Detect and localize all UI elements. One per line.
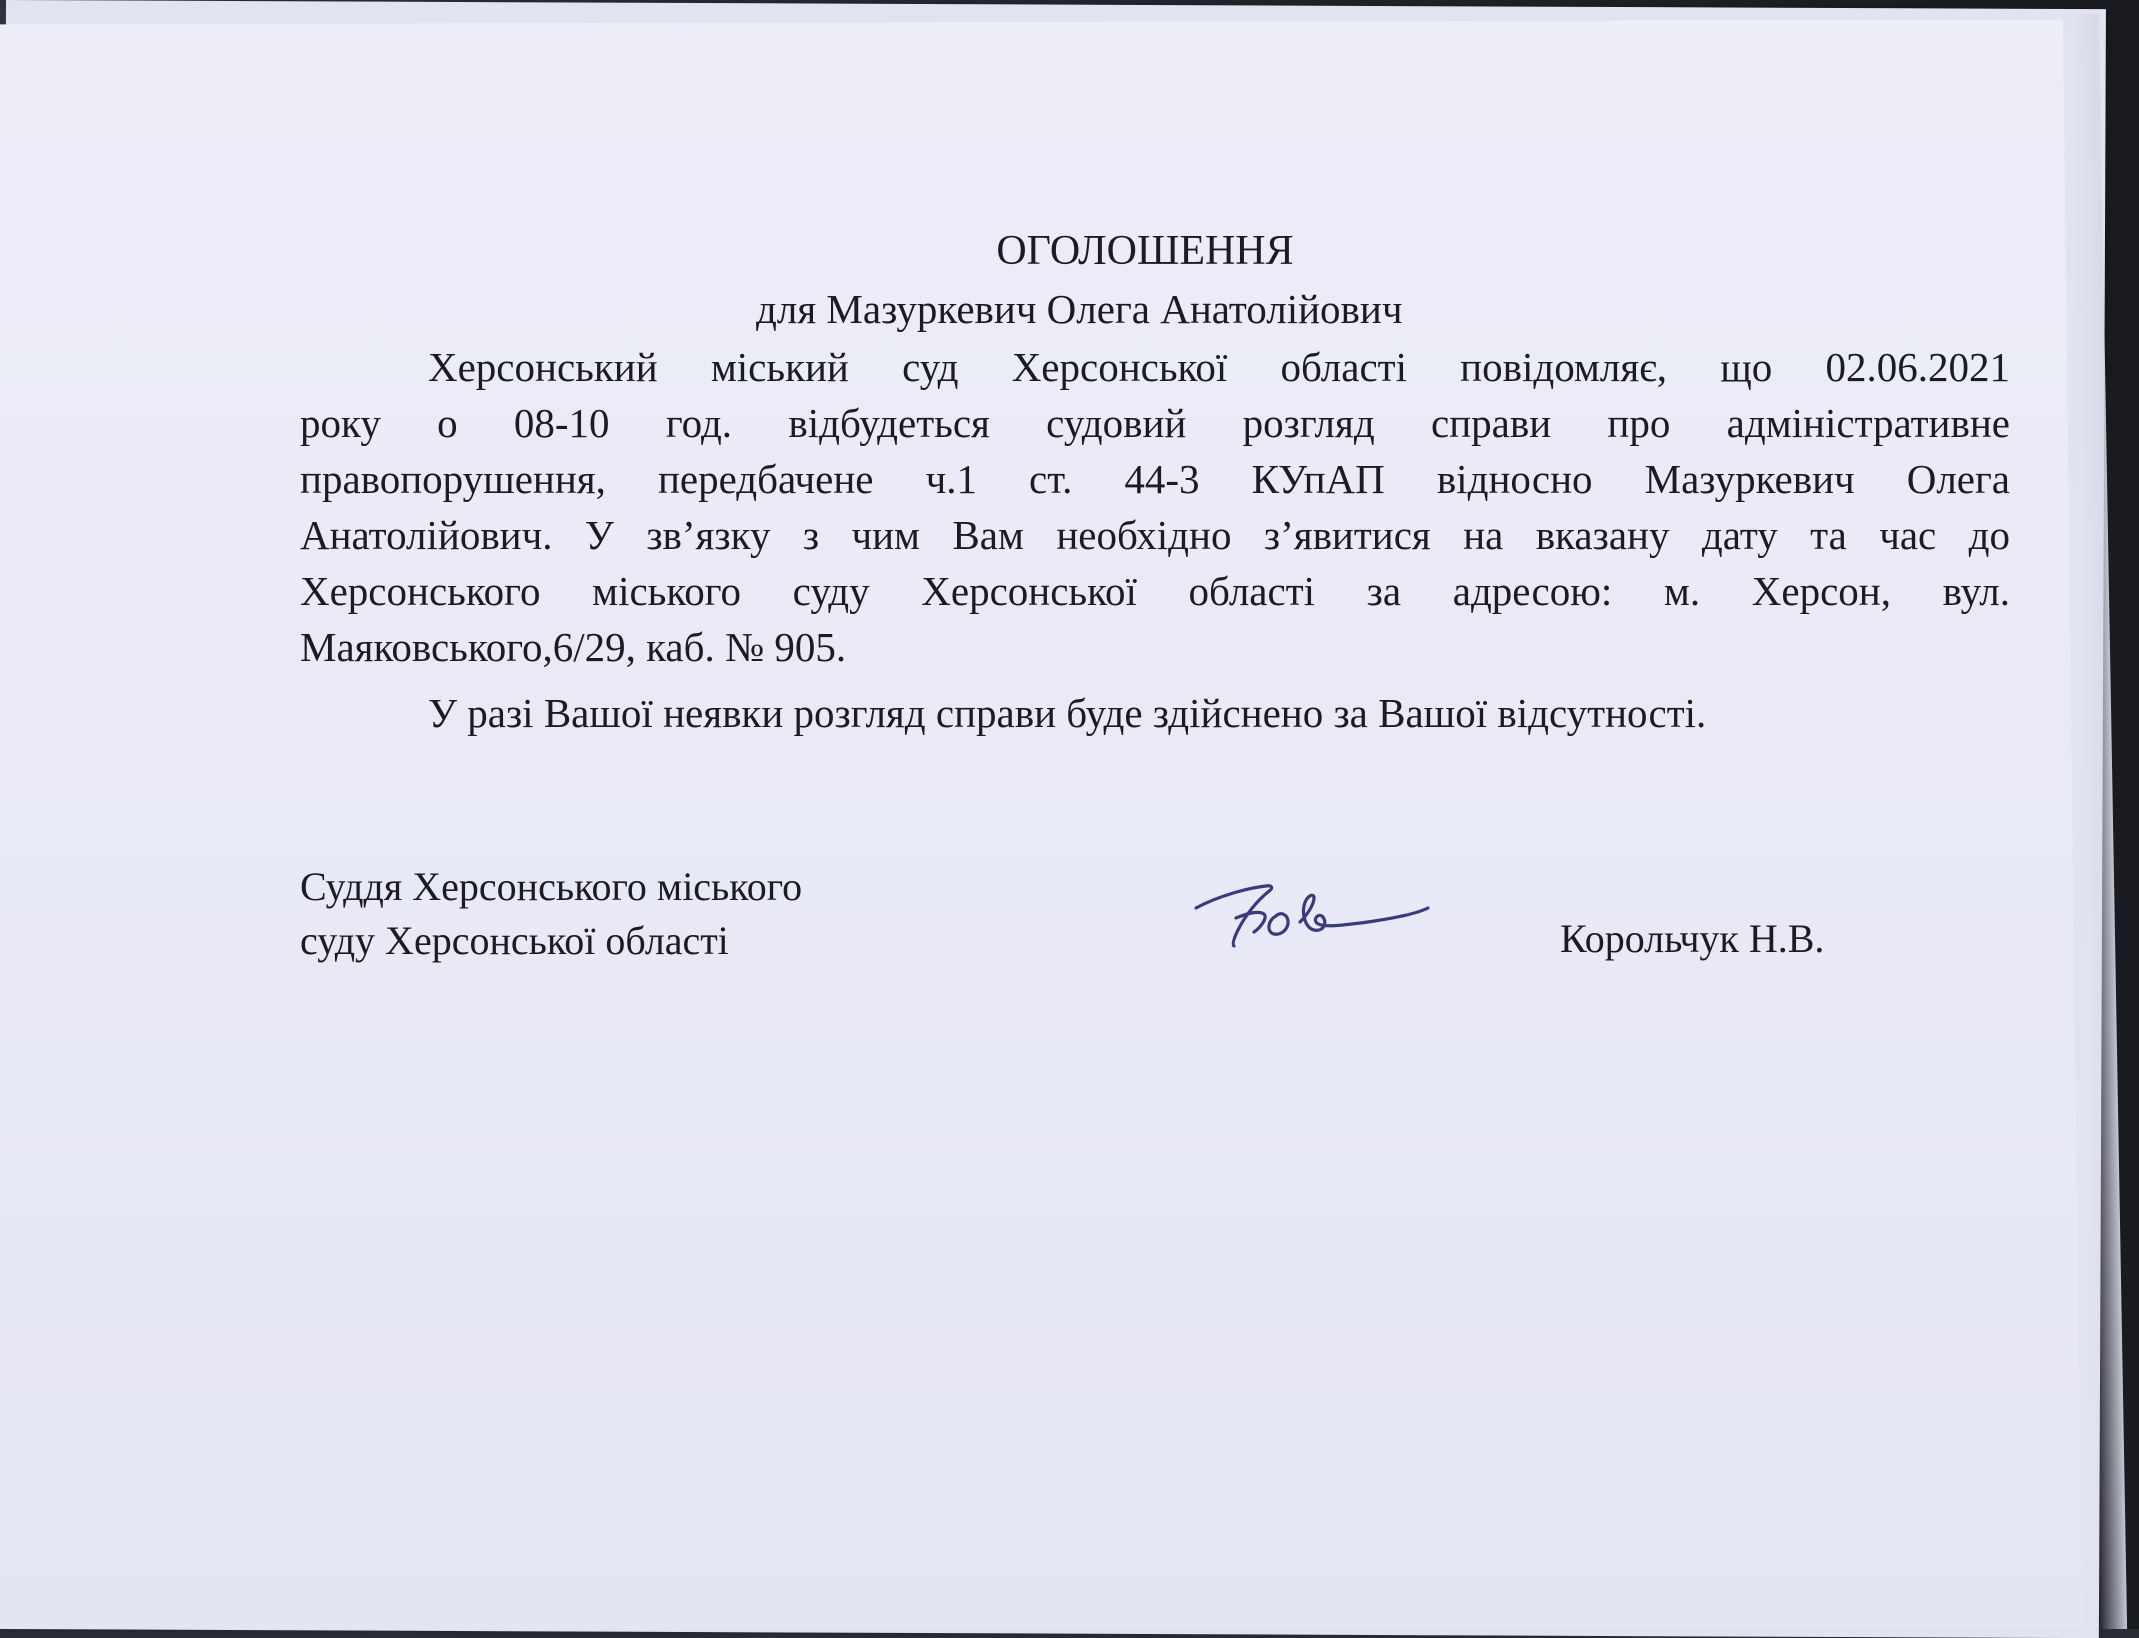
document-addressee: для Мазуркевич Олега Анатолійович — [756, 286, 1403, 332]
body-line-2: року о 08-10 год. відбудеться судовий розгляд справи про адміністративне — [300, 400, 2010, 446]
body-line-5: Херсонського міського суду Херсонської області за адресою: м. Херсон, вул. — [300, 568, 2010, 614]
handwritten-signature — [1188, 858, 1438, 968]
body-line-3: правопорушення, передбачене ч.1 ст. 44-3 КУпАП відносно Мазуркевич Олега — [300, 456, 2010, 502]
body-line-6: Маяковського,6/29, каб. № 905. — [300, 624, 847, 670]
document-title: ОГОЛОШЕННЯ — [996, 228, 1294, 274]
judge-position-line-1: Суддя Херсонського міського — [300, 864, 803, 909]
body-line-1: Херсонський міський суд Херсонської області повідомляє, що 02.06.2021 — [428, 344, 2010, 390]
closing-line: У разі Вашої неявки розгляд справи буде здійснено за Вашої відсутності. — [428, 690, 1707, 736]
judge-position-line-2: суду Херсонської області — [300, 918, 729, 963]
judge-name: Корольчук Н.В. — [1560, 916, 1825, 961]
body-line-4: Анатолійович. У зв’язку з чим Вам необхідно з’явитися на вказану дату та час до — [300, 512, 2010, 558]
